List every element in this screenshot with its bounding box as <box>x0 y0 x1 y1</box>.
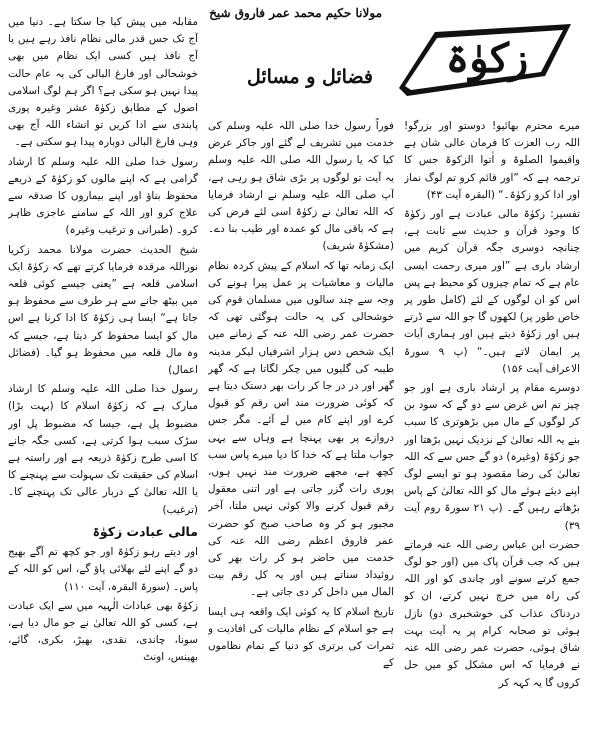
paragraph: مقابلہ میں پیش کیا جا سکتا ہے۔ دنیا میں آج تک جس قدر مالی نظام نافذ رہے ہیں یا آج نافذ ہیں کسی ایک نظام میں بھی خوشحالی اور فارغ البالی کی یہ عام حالت پیدا نہیں ہو سکی ہے؟ اگر ہم لوگ اسلامی اصول کے مطابق زکوٰۃ عشر وغیرہ پوری پابندی سے ادا کریں تو انشاء اللہ آج بھی وہی فارغ البالی دوبارہ پیدا ہو سکتی ہے۔ <box>8 16 198 149</box>
paragraph: اور دیتے رہو زکوٰۃ اور جو کچھ تم آگے بھیج دو گے اپنے لئے بھلائی پاؤ گے، اس کو اللہ کے پاس۔ (سورۃ البقرہ، آیت ۱۱۰) <box>8 546 198 593</box>
paragraph: رسول خدا صلی اللہ علیہ وسلم کا ارشاد مبارک ہے کہ زکوٰۃ اسلام کا (بہت بڑا) مضبوط پل ہے، جیسا کہ مضبوط پل اور سڑک سبب ہوا کرتی ہے، کسی جگہ جانے کا اسی طرح زکوٰۃ ذریعہ ہے اور راستہ ہے اسلام کی حقیقت تک سہولت سے پہنچنے کا یا اللہ تعالیٰ کے دربار عالی تک پہنچنے کا۔ (ترغیب) <box>8 383 198 516</box>
paragraph: تفسیر: زکوٰۃ مالی عبادت ہے اور زکوٰۃ کا وجود قرآن و حدیث سے ثابت ہے، چنانچہ دوسری جگہ قرآن کریم میں ارشاد باری ہے ”اور میری رحمت ایسی عام ہے کہ تمام چیزوں کو محیط ہے پس اس کو ان لوگوں کے لئے (کامل طور پر خاص طور پر) لکھوں گا جو اللہ سے ڈرتے ہیں اور زکوٰۃ دیتے ہیں اور ہماری آیات پر ایمان لاتے ہیں۔“ (پ ۹ سورۃ الاعراف آیت ۱۵۶) <box>404 208 580 375</box>
text-column-middle <box>208 118 394 738</box>
text-column-right <box>404 118 580 738</box>
paragraph: ایک زمانہ تھا کہ اسلام کے پیش کردہ نظام مالیات و معاشیات پر عمل پیرا ہونے کی وجہ سے چند سالوں میں مسلمان قوم کی خوشحالی کی یہ حالت ہوگئی تھی کہ حضرت عمر رضی اللہ عنہ کے زمانے میں ایک شخص دس ہزار اشرفیاں لیکر مدینہ طیبہ کی گلیوں میں چکر لگاتا ہے کہ گھر گھر اور در در جا کر رات بھر دستک دیتا ہے کہ کوئی ضرورت مند اس رقم کو قبول کرے اور اپنے کام میں لے آئے۔ مگر جس دروازے پر بھی پہنچا ہے وہاں سے یہی جواب ملتا ہے کہ خدا کا دیا میرے پاس سب کچھ ہے، مجھے ضرورت مند نہیں ہوں، پوری رات گزر جاتی ہے اور اتنی معقول رقم قبول کرنے والا کوئی نہیں ملتا، آخر مجبور ہو کر وہ صاحب صبح کو حضرت عمر فاروق اعظم رضی اللہ عنہ کی خدمت میں حاضر ہو کر رات بھر کی روئیداد سناتے ہیں اور یہ کل رقم بیت المال میں داخل کر دی جاتی ہے۔ <box>208 259 394 599</box>
section-heading: مالی عبادت زکوٰۃ <box>92 523 198 539</box>
text-column-left <box>8 14 198 738</box>
paragraph: میرے محترم بھائیو! دوستو اور بزرگو! اللہ رب العزت کا فرمان عالی شان ہے واقیموا الصلوۃ و اٰتوا الزکوۃ جس کا ترجمہ ہے کہ ”اور قائم کرو تم لوگ نماز اور ادا کرو زکوٰۃ۔“ (البقرہ آیت ۴۳) <box>404 120 580 201</box>
paragraph: تاریخ اسلام کا یہ کوئی ایک واقعہ ہی ایسا ہے جو اسلام کے نظام مالیات کی افادیت و ثمرات کی برتری کو دنیا کے تمام نظاموں کے <box>208 605 394 670</box>
article-subtitle: فضائل و مسائل <box>246 66 374 88</box>
paragraph: حضرت ابن عباس رضی اللہ عنہ فرماتے ہیں کہ جب قرآن پاک میں (اور جو لوگ جمع کرتے سونے اور چاندی کو اور اللہ کی راہ میں خرچ نہیں کرتے، ان کو دردناک عذاب کی خوشخبری دو) نازل ہوئی تو صحابہ کرام پر یہ آیت بہت شاق ہوئی، حضرت عمر رضی اللہ عنہ نے فرمایا کہ اس مشکل کو میں حل کروں گا یہ کہہ کر <box>404 538 580 689</box>
paragraph: دوسرے مقام پر ارشاد باری ہے اور جو چیز تم اس غرض سے دو گے کہ سود بن کر لوگوں کے مال میں بڑھوتری کا سبب بنے یہ اللہ تعالیٰ کے نزدیک نہیں بڑھتا اور جو زکوٰۃ (وغیرہ) دو گے جس سے کہ اللہ تعالیٰ کی رضا مقصود ہو تو ایسے لوگ اپنے دیئے ہوئے مال کو اللہ تعالیٰ کے پاس بڑھاتے رہیں گے۔ (پ ۲۱ سورۃ روم آیت ۳۹) <box>404 382 580 532</box>
title-calligraphy <box>395 18 575 100</box>
paragraph: شیخ الحدیث حضرت مولانا محمد زکریا نوراللہ مرقدہ فرمایا کرتے تھے کہ زکوٰۃ ایک اسلامی قلعہ ہے ”یعنی جیسے کوئی قلعہ میں بیٹھ جانے سے ہر طرف سے محفوظ ہو جاتا ہے“ ایسا ہی زکوٰۃ کا ادا کرنا ہے اس مال کو ایسا محفوظ کر دیتا ہے، جیسے کہ وہ مال قلعہ میں محفوظ ہو گیا۔ (فضائل اعمال) <box>8 243 198 377</box>
paragraph: زکوٰۃ بھی عبادات الٰہیہ میں سے ایک عبادت ہے، کسی کو اللہ تعالیٰ نے جو مال دیا ہے، سونا، چاندی، نقدی، بھیڑ، بکری، گائے، بھینس، اونٹ <box>8 599 198 664</box>
author-name: مولانا حکیم محمد عمر فاروق شیخ <box>209 6 382 20</box>
paragraph: رسول خدا صلی اللہ علیہ وسلم کا ارشاد گرامی ہے کہ اپنے مالوں کو زکوٰۃ کے ذریعے محفوظ بناؤ اور اپنے بیماروں کا صدقہ سے علاج کرو اور اللہ کے سامنے عاجزی ظاہر کرو۔ (طبرانی و ترغیب وغیرہ) <box>8 155 198 237</box>
title-art-text: زکوٰۃ <box>445 35 529 82</box>
paragraph: فوراً رسول خدا صلی اللہ علیہ وسلم کی خدمت میں تشریف لے گئے اور جاکر عرض کیا کہ یا رسول اللہ صلی اللہ علیہ وسلم یہ آیت تو لوگوں پر بڑی شاق ہو رہی ہے، آپ صلی اللہ علیہ وسلم نے ارشاد فرمایا کہ اللہ تعالیٰ نے زکوٰۃ اسی لئے فرض کی ہے کہ باقی مال کو عمدہ اور طیب بنا دے۔ (مشکوٰۃ شریف) <box>208 120 394 253</box>
